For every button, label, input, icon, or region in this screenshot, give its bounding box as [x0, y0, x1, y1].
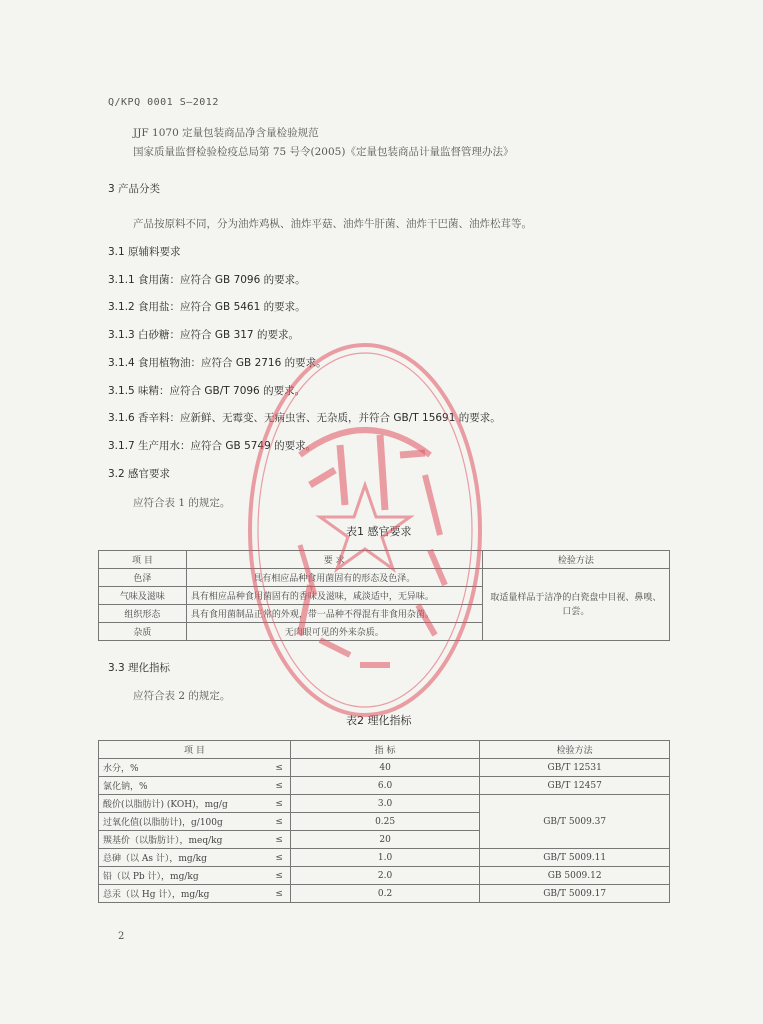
table-cell: 色泽 [99, 569, 187, 587]
section-heading: 3.3 理化指标 [108, 662, 171, 674]
table-row [99, 885, 670, 903]
table-row [99, 849, 670, 867]
document-code: Q/KPQ 0001 S—2012 [108, 97, 219, 108]
table-cell: 杂质 [99, 623, 187, 641]
table-cell-value: 1.0 [290, 849, 480, 867]
table-cell: 具有相应品种食用菌固有的形态及色泽。 [186, 569, 482, 587]
table-caption: 表1 感官要求 [346, 525, 412, 538]
table-cell-value: 6.0 [290, 777, 480, 795]
table-cell-value: 3.0 [290, 795, 480, 813]
table-cell-method: GB 5009.12 [480, 867, 670, 885]
section-heading: 3 产品分类 [108, 183, 161, 195]
requirement-item: 3.1.3 白砂糖：应符合 GB 317 的要求。 [108, 329, 299, 341]
requirement-item: 3.1.5 味精：应符合 GB/T 7096 的要求。 [108, 385, 306, 397]
table-cell: 具有相应品种食用菌固有的香味及滋味，咸淡适中，无异味。 [186, 587, 482, 605]
sensory-table [98, 550, 670, 641]
paragraph: 应符合表 2 的规定。 [133, 690, 231, 702]
table-header: 要 求 [186, 551, 482, 569]
table-cell-item: 总汞（以 Hg 计），mg/kg [99, 885, 269, 903]
requirement-item: 3.1.1 食用菌：应符合 GB 7096 的要求。 [108, 274, 306, 286]
table-cell: 气味及滋味 [99, 587, 187, 605]
table-row [99, 867, 670, 885]
table-cell-op: ≤ [268, 777, 290, 795]
table-cell-item: 铅（以 Pb 计），mg/kg [99, 867, 269, 885]
reference-item: 国家质量监督检验检疫总局第 75 号令(2005)《定量包装商品计量监督管理办法》 [133, 146, 514, 158]
table-cell: 无肉眼可见的外来杂质。 [186, 623, 482, 641]
table-cell-op: ≤ [268, 759, 290, 777]
table-cell-item: 总砷（以 As 计），mg/kg [99, 849, 269, 867]
table-cell-value: 2.0 [290, 867, 480, 885]
table-row [99, 795, 670, 813]
table-cell-item: 羰基价（以脂肪计），meq/kg [99, 831, 269, 849]
table-cell-method: GB/T 5009.37 [480, 795, 670, 849]
paragraph: 产品按原料不同，分为油炸鸡枞、油炸平菇、油炸牛肝菌、油炸干巴菌、油炸松茸等。 [133, 218, 532, 230]
table-cell-item: 酸价(以脂肪计) (KOH)，mg/g [99, 795, 269, 813]
table-cell-op: ≤ [268, 867, 290, 885]
table-cell-method: GB/T 12531 [480, 759, 670, 777]
table-row [99, 759, 670, 777]
table-cell-op: ≤ [268, 849, 290, 867]
table-cell-op: ≤ [268, 831, 290, 849]
table-cell-item: 过氧化值(以脂肪计)，g/100g [99, 813, 269, 831]
section-heading: 3.1 原辅料要求 [108, 246, 181, 258]
requirement-item: 3.1.7 生产用水：应符合 GB 5749 的要求。 [108, 440, 317, 452]
table-cell-op: ≤ [268, 795, 290, 813]
table-header: 项 目 [99, 741, 291, 759]
table-cell-value: 0.25 [290, 813, 480, 831]
page-number: 2 [118, 931, 125, 942]
table-cell-method: GB/T 5009.17 [480, 885, 670, 903]
table-header: 项 目 [99, 551, 187, 569]
requirement-item: 3.1.4 食用植物油：应符合 GB 2716 的要求。 [108, 357, 327, 369]
physicochemical-table [98, 740, 670, 903]
table-header-row [99, 551, 670, 569]
table-cell-op: ≤ [268, 813, 290, 831]
table-header-row [99, 741, 670, 759]
table-header: 指 标 [290, 741, 480, 759]
requirement-item: 3.1.6 香辛料：应新鲜、无霉变、无病虫害、无杂质，并符合 GB/T 15691 的要求。 [108, 412, 501, 424]
table-cell-method: 取适量样品于洁净的白瓷盘中目视、鼻嗅、口尝。 [482, 569, 669, 641]
table-row [99, 569, 670, 587]
table-cell-item: 氯化钠，% [99, 777, 269, 795]
table-cell-op: ≤ [268, 885, 290, 903]
reference-item: JJF 1070 定量包装商品净含量检验规范 [133, 127, 319, 139]
section-heading: 3.2 感官要求 [108, 468, 171, 480]
table-header: 检验方法 [480, 741, 670, 759]
table-cell: 组织形态 [99, 605, 187, 623]
table-caption: 表2 理化指标 [346, 714, 412, 727]
table-cell-value: 20 [290, 831, 480, 849]
table-cell-value: 40 [290, 759, 480, 777]
table-cell: 具有食用菌制品正常的外观，带一品种不得混有非食用杂菌。 [186, 605, 482, 623]
requirement-item: 3.1.2 食用盐：应符合 GB 5461 的要求。 [108, 301, 306, 313]
table-cell-value: 0.2 [290, 885, 480, 903]
table-cell-item: 水分，% [99, 759, 269, 777]
table-row [99, 777, 670, 795]
paragraph: 应符合表 1 的规定。 [133, 497, 231, 509]
table-cell-method: GB/T 5009.11 [480, 849, 670, 867]
table-cell-method: GB/T 12457 [480, 777, 670, 795]
table-header: 检验方法 [482, 551, 669, 569]
